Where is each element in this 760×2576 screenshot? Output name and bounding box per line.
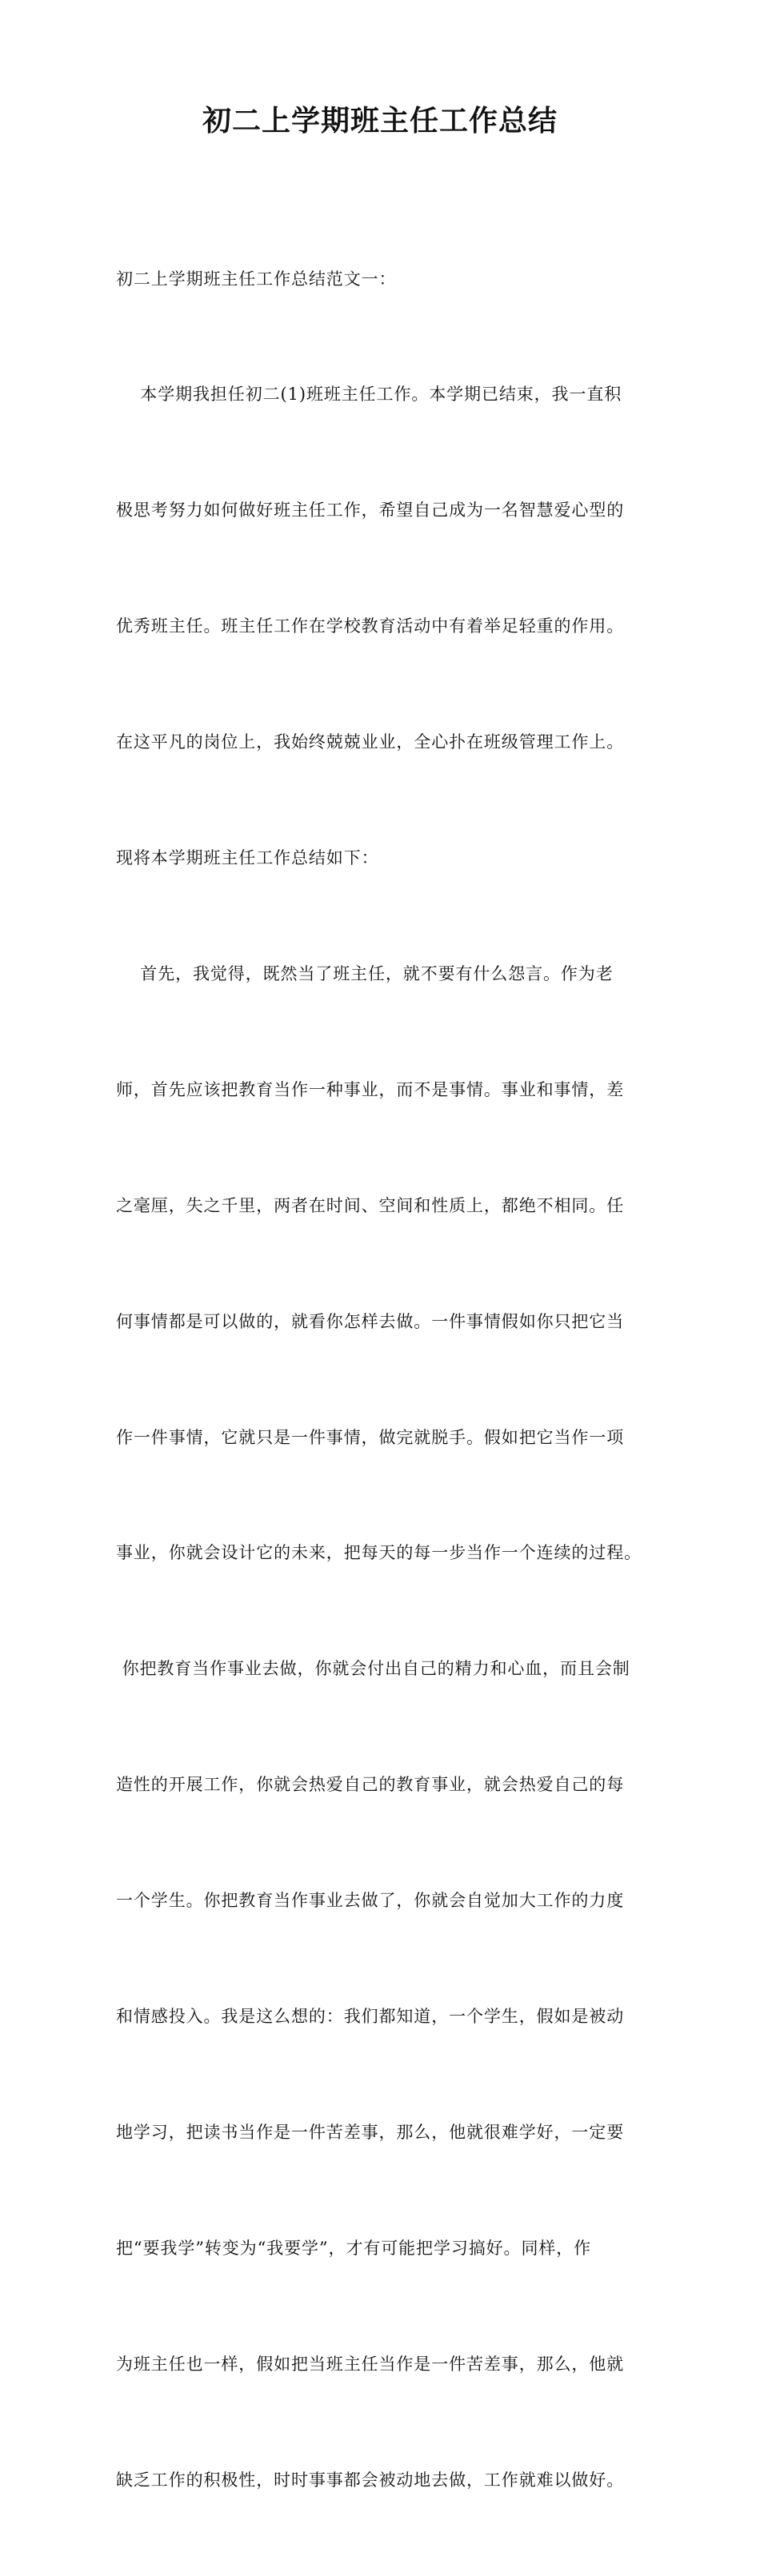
text-line: 造性的开展工作，你就会热爱自己的教育事业，就会热爱自己的每 [116, 1775, 625, 1795]
text-line: 极思考努力如何做好班主任工作，希望自己成为一名智慧爱心型的 [116, 500, 625, 520]
text-line: 为班主任也一样，假如把当班主任当作是一件苦差事，那么，他就 [116, 2354, 625, 2374]
text-line: 首先，我觉得，既然当了班主任，就不要有什么怨言。作为老 [116, 963, 614, 983]
text-line: 在这平凡的岗位上，我始终兢兢业业，全心扑在班级管理工作上。 [116, 732, 625, 752]
text-line: 本学期我担任初二(1)班班主任工作。本学期已结束，我一直积 [116, 385, 622, 405]
text-line: 一个学生。你把教育当作事业去做了，你就会自觉加大工作的力度 [116, 1891, 625, 1911]
text-line: 师，首先应该把教育当作一种事业，而不是事情。事业和事情，差 [116, 1079, 625, 1099]
text-line: 何事情都是可以做的，就看你怎样去做。一件事情假如你只把它当 [116, 1311, 625, 1331]
document-title: 初二上学期班主任工作总结 [202, 105, 558, 138]
text-line: 事业，你就会设计它的未来，把每天的每一步当作一个连续的过程。 [116, 1543, 642, 1563]
text-line: 你把教育当作事业去做，你就会付出自己的精力和心血，而且会制 [116, 1659, 630, 1679]
text-line: 和情感投入。我是这么想的：我们都知道，一个学生，假如是被动 [116, 2006, 625, 2026]
text-line: 把“要我学”转变为“我要学”，才有可能把学习搞好。同样，作 [116, 2238, 592, 2258]
text-line: 之毫厘，失之千里，两者在时间、空间和性质上，都绝不相同。任 [116, 1195, 625, 1215]
text-line: 地学习，把读书当作是一件苦差事，那么，他就很难学好，一定要 [116, 2122, 625, 2142]
text-line: 缺乏工作的积极性，时时事事都会被动地去做，工作就难以做好。 [116, 2470, 625, 2490]
text-line: 优秀班主任。班主任工作在学校教育活动中有着举足轻重的作用。 [116, 616, 625, 636]
text-line: 作一件事情，它就只是一件事情，做完就脱手。假如把它当作一项 [116, 1427, 625, 1447]
document-body [116, 182, 648, 2576]
text-line: 初二上学期班主任工作总结范文一： [116, 269, 397, 289]
text-line: 现将本学期班主任工作总结如下： [116, 848, 379, 868]
